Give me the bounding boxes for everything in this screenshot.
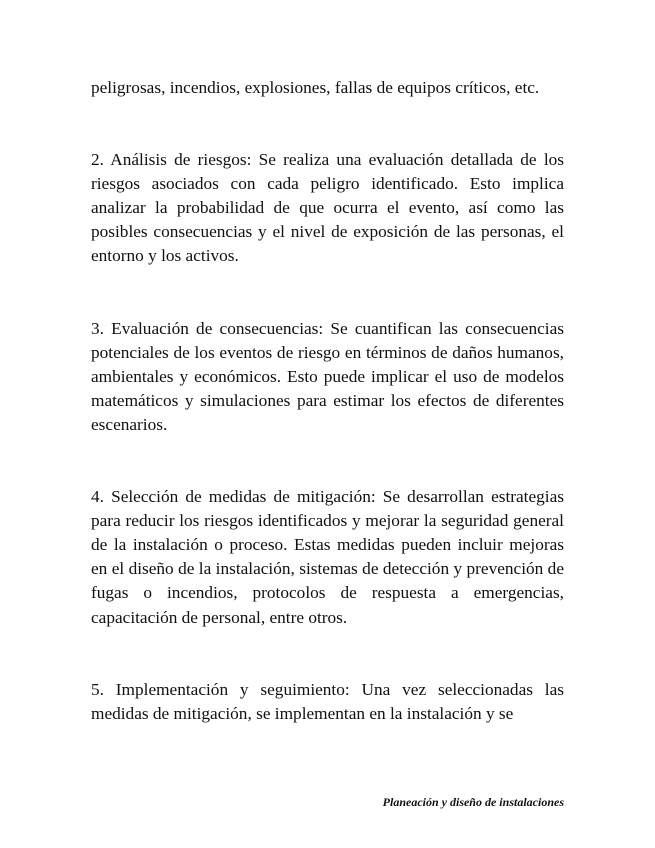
page-footer: Planeación y diseño de instalaciones <box>382 795 564 809</box>
document-body <box>91 76 564 726</box>
paragraph-implementation: 5. Implementación y seguimiento: Una vez seleccionadas las medidas de mitigación, se implementan en la instalación y se <box>91 679 564 723</box>
paragraph-risk-analysis: 2. Análisis de riesgos: Se realiza una evaluación detallada de los riesgos asociados con cada peligro identificado. Esto implica analizar la probabilidad de que ocurra el evento, así como las posibles consecuencias y el nivel de exposición de las personas, el entorno y los activos. <box>91 150 564 266</box>
paragraph-mitigation-selection: 4. Selección de medidas de mitigación: Se desarrollan estrategias para reducir los riesgos identificados y mejorar la seguridad general de la instalación o proceso. Estas medidas pueden incluir mejoras en el diseño de la instalación, sistemas de detección y prevención de fugas o incendios, protocolos de respuesta a emergencias, capacitación de personal, entre otros. <box>91 487 564 627</box>
paragraph-hazards-continued: peligrosas, incendios, explosiones, fallas de equipos críticos, etc. <box>91 78 540 97</box>
paragraph-consequence-evaluation: 3. Evaluación de consecuencias: Se cuantifican las consecuencias potenciales de los eventos de riesgo en términos de daños humanos, ambientales y económicos. Esto puede implicar el uso de modelos matemáticos y simulaciones para estimar los efectos de diferentes escenarios. <box>91 318 564 434</box>
